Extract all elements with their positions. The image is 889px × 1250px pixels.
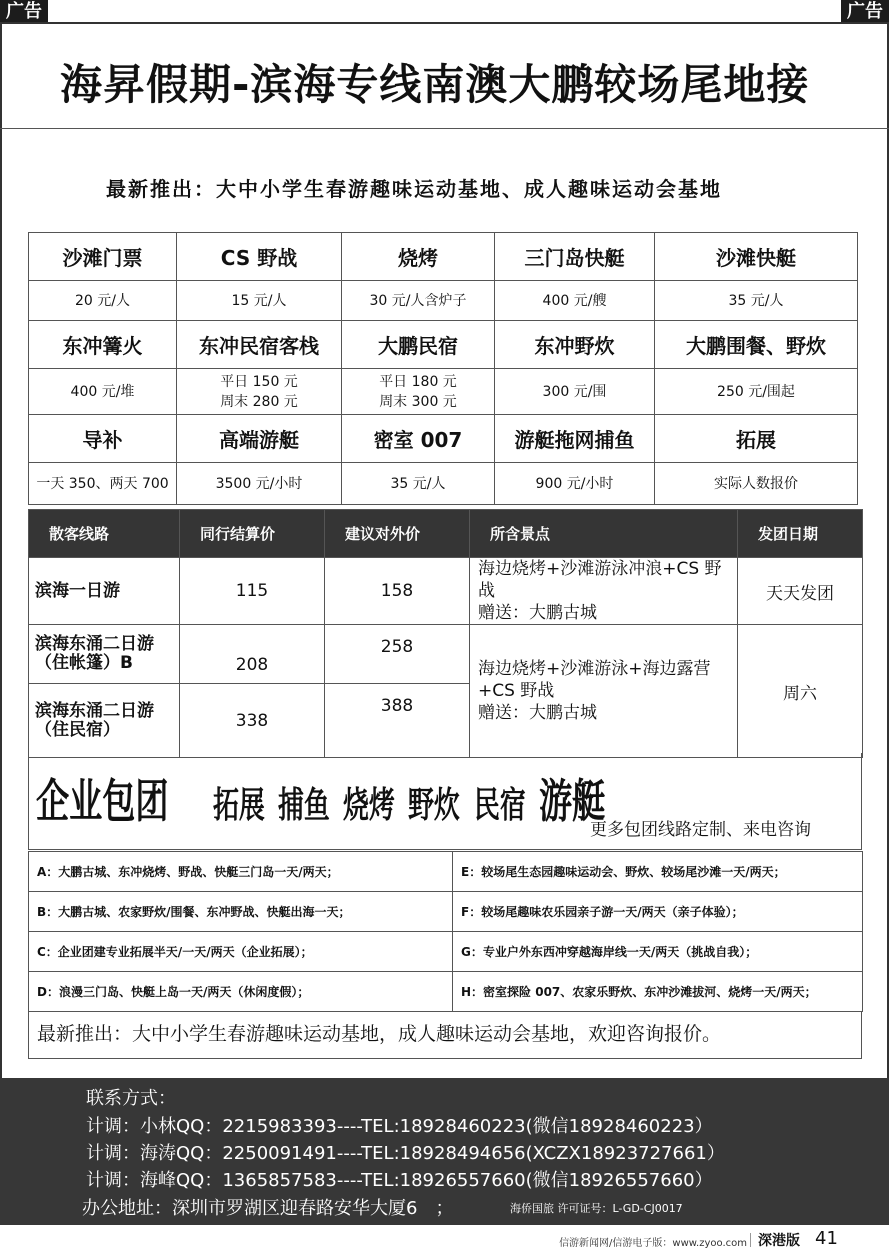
route-name-line2: （住帐篷）B (35, 653, 133, 673)
corp-word: 野炊 (408, 784, 461, 826)
spots-line: 海边烧烤+沙滩游泳冲浪+CS 野战 (478, 559, 722, 601)
office-address: 办公地址：深圳市罗湖区迎春路安华大厦6 ； (82, 1198, 454, 1219)
item-name: 东冲民宿客栈 (177, 321, 342, 369)
header-route: 散客线路 (29, 510, 180, 558)
ad-tag-right: 广告 (841, 0, 889, 24)
package-item: B：大鹏古城、农家野炊/围餐、东冲野战、快艇出海一天； (29, 892, 453, 932)
item-price: 35 元/人 (342, 463, 495, 505)
item-price: 15 元/人 (177, 281, 342, 321)
item-price: 一天 350、两天 700 (29, 463, 177, 505)
package-item: A：大鹏古城、东冲烧烤、野战、快艇三门岛一天/两天； (29, 852, 453, 892)
weekday-price: 平日 180 元 (379, 373, 457, 390)
item-price: 250 元/围起 (655, 369, 858, 415)
item-price (177, 369, 342, 415)
route-name (29, 684, 180, 758)
contact-section (0, 1078, 889, 1225)
item-price: 300 元/围 (495, 369, 655, 415)
item-name: 大鹏民宿 (342, 321, 495, 369)
item-name: 高端游艇 (177, 415, 342, 463)
page-footer (0, 1228, 889, 1250)
bottom-note: 最新推出：大中小学生春游趣味运动基地，成人趣味运动会基地，欢迎咨询报价。 (28, 1012, 862, 1059)
gift-line: 赠送：大鹏古城 (478, 603, 597, 623)
route-table (28, 509, 863, 758)
item-name: 大鹏围餐、野炊 (655, 321, 858, 369)
item-price: 30 元/人含炉子 (342, 281, 495, 321)
contact-line: 计调：海峰QQ：1365857583----TEL:18926557660(微信18926557660） (86, 1170, 713, 1191)
package-item: H：密室探险 007、农家乐野炊、东冲沙滩拔河、烧烤一天/两天； (453, 972, 863, 1012)
gift-line: 赠送：大鹏古城 (478, 703, 597, 723)
peer-price: 115 (180, 558, 325, 625)
route-spots (470, 558, 738, 625)
peer-price: 208 (180, 625, 325, 684)
route-spots (470, 625, 738, 758)
corp-word: 烧烤 (343, 784, 396, 826)
route-name (29, 625, 180, 684)
item-price: 20 元/人 (29, 281, 177, 321)
item-name: 导补 (29, 415, 177, 463)
route-name: 滨海一日游 (29, 558, 180, 625)
item-name: 密室 007 (342, 415, 495, 463)
peer-price: 338 (180, 684, 325, 758)
contact-label: 联系方式： (86, 1088, 176, 1109)
item-name: CS 野战 (177, 233, 342, 281)
item-name: 拓展 (655, 415, 858, 463)
item-price: 900 元/小时 (495, 463, 655, 505)
spots-line: 海边烧烤+沙滩游泳+海边露营+CS 野战 (478, 659, 711, 701)
ad-tag-left: 广告 (0, 0, 48, 24)
package-item: F：较场尾趣味农乐园亲子游一天/两天（亲子体验）； (453, 892, 863, 932)
retail-price: 388 (325, 684, 470, 758)
item-name: 三门岛快艇 (495, 233, 655, 281)
item-name: 游艇拖网捕鱼 (495, 415, 655, 463)
corp-word: 捕鱼 (278, 784, 331, 826)
corporate-more: 更多包团线路定制、来电咨询 (590, 820, 811, 840)
item-price: 3500 元/小时 (177, 463, 342, 505)
item-price (342, 369, 495, 415)
weekend-price: 周末 300 元 (379, 393, 457, 410)
corp-word: 游艇 (538, 774, 605, 828)
item-name: 沙滩快艇 (655, 233, 858, 281)
header-peer-price: 同行结算价 (180, 510, 325, 558)
item-name: 东冲野炊 (495, 321, 655, 369)
page-title: 海昇假期-滨海专线南澳大鹏较场尾地接 (60, 60, 810, 109)
corp-word: 民宿 (473, 784, 526, 826)
contact-line: 计调：小林QQ：2215983393----TEL:18928460223(微信18928460223） (86, 1116, 713, 1137)
corp-word: 拓展 (213, 784, 265, 826)
license-number: 海侨国旅 许可证号：L-GD-CJ0017 (510, 1202, 683, 1215)
header-retail-price: 建议对外价 (325, 510, 470, 558)
title-divider (0, 128, 889, 129)
contact-line: 计调：海涛QQ：2250091491----TEL:18928494656(XCZX18923727661） (86, 1143, 725, 1164)
header-date: 发团日期 (738, 510, 863, 558)
package-item: G：专业户外东西冲穿越海岸线一天/两天（挑战自我）； (453, 932, 863, 972)
package-item: E：较场尾生态园趣味运动会、野炊、较场尾沙滩一天/两天； (453, 852, 863, 892)
corporate-words (36, 765, 619, 831)
item-name: 烧烤 (342, 233, 495, 281)
weekday-price: 平日 150 元 (220, 373, 298, 390)
footer-edition: 深港版 (758, 1233, 800, 1249)
footer-url: 信游新闻网/信游电子版：www.zyoo.com (559, 1238, 747, 1249)
price-table (28, 232, 858, 505)
depart-date: 天天发团 (738, 558, 863, 625)
page-number: 41 (815, 1228, 838, 1249)
item-price: 35 元/人 (655, 281, 858, 321)
footer-divider (750, 1233, 751, 1247)
package-item: C：企业团建专业拓展半天/一天/两天（企业拓展）； (29, 932, 453, 972)
item-price: 400 元/堆 (29, 369, 177, 415)
weekend-price: 周末 280 元 (220, 393, 298, 410)
item-price: 400 元/艘 (495, 281, 655, 321)
package-item: D：浪漫三门岛、快艇上岛一天/两天（休闲度假）； (29, 972, 453, 1012)
page-subtitle: 最新推出：大中小学生春游趣味运动基地、成人趣味运动会基地 (106, 177, 722, 201)
header-spots: 所含景点 (470, 510, 738, 558)
route-name-line1: 滨海东涌二日游 (35, 700, 154, 721)
route-name-line2: （住民宿） (35, 719, 120, 740)
item-name: 东冲篝火 (29, 321, 177, 369)
package-table (28, 851, 863, 1012)
corp-word: 企业包团 (36, 774, 169, 828)
route-name-line1: 滨海东涌二日游 (35, 634, 154, 654)
depart-date: 周六 (738, 625, 863, 758)
item-price: 实际人数报价 (655, 463, 858, 505)
retail-price: 158 (325, 558, 470, 625)
item-name: 沙滩门票 (29, 233, 177, 281)
retail-price: 258 (325, 625, 470, 684)
